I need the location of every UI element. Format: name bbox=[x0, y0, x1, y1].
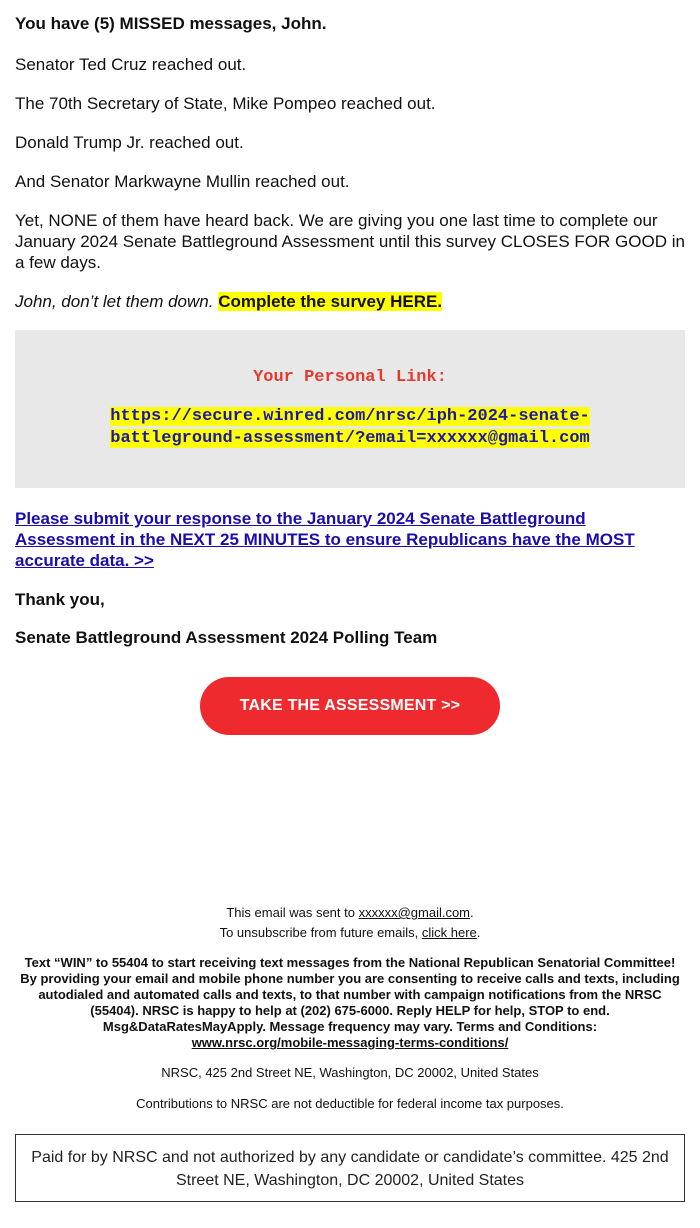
unsubscribe-link[interactable]: click here bbox=[421, 925, 477, 940]
sent-to-suffix: . bbox=[470, 905, 474, 920]
paragraph-mullin: And Senator Markwayne Mullin reached out. bbox=[15, 172, 350, 191]
personal-link-box bbox=[15, 330, 685, 488]
paid-for-disclaimer: Paid for by NRSC and not authorized by any candidate or candidate’s committee. 425 2nd Street NE, Washington, DC 20002, United States bbox=[15, 1134, 685, 1202]
unsubscribe-suffix: . bbox=[476, 925, 481, 940]
urge-text: John, don’t let them down. bbox=[15, 292, 214, 311]
sent-to-line bbox=[15, 903, 685, 923]
paragraph-none-heard-back: Yet, NONE of them have heard back. We are giving you one last time to complete our January 2024 Senate Battleground Assessment until this survey CLOSES FOR GOOD in a few days. bbox=[15, 211, 685, 272]
take-assessment-button[interactable]: TAKE THE ASSESSMENT >> bbox=[200, 677, 500, 735]
paragraph-trump-jr: Donald Trump Jr. reached out. bbox=[15, 133, 244, 152]
unsubscribe-line bbox=[15, 923, 685, 943]
personal-link-label: Your Personal Link: bbox=[253, 368, 447, 387]
footer-sent-to bbox=[15, 903, 685, 943]
thanks-text: Thank you, bbox=[15, 590, 105, 609]
submit-response-link[interactable]: Please submit your response to the January 2024 Senate Battleground Assessment in the NEXT 25 MINUTES to ensure Republicans have the MOST accurate data. >> bbox=[15, 509, 635, 570]
unsubscribe-prefix: To unsubscribe from future emails, bbox=[219, 925, 422, 940]
personal-link-url-wrapper bbox=[85, 406, 615, 450]
sent-to-prefix: This email was sent to bbox=[226, 905, 359, 920]
personal-link-url[interactable]: https://secure.winred.com/nrsc/iph-2024-senate-battleground-assessment/?email=xxxxxx@gmail.com bbox=[110, 407, 590, 448]
sms-disclaimer bbox=[20, 955, 680, 1051]
complete-survey-link[interactable]: Complete the survey HERE. bbox=[218, 292, 443, 311]
paragraph-urge bbox=[15, 291, 685, 312]
terms-conditions-link[interactable]: www.nrsc.org/mobile-messaging-terms-conditions/ bbox=[191, 1035, 509, 1050]
footer-address: NRSC, 425 2nd Street NE, Washington, DC 20002, United States bbox=[161, 1065, 539, 1080]
sms-disclaimer-text: Text “WIN” to 55404 to start receiving text messages from the National Republican Senatorial Committee! By providing your email and mobile phone number you are consenting to receive calls and texts, including autodialed and automated calls and texts, to that number with campaign notifications from the NRSC (55404). NRSC is happy to help at (202) 675-6000. Reply HELP for help, STOP to end. Msg&DataRatesMayApply. Message frequency may vary. Terms and Conditions: bbox=[20, 955, 680, 1034]
paragraph-cruz: Senator Ted Cruz reached out. bbox=[15, 55, 247, 74]
paragraph-pompeo: The 70th Secretary of State, Mike Pompeo reached out. bbox=[15, 94, 436, 113]
tax-note: Contributions to NRSC are not deductible for federal income tax purposes. bbox=[136, 1096, 564, 1111]
email-heading: You have (5) MISSED messages, John. bbox=[15, 14, 327, 33]
recipient-email-link[interactable]: xxxxxx@gmail.com bbox=[358, 905, 471, 920]
team-signature: Senate Battleground Assessment 2024 Polling Team bbox=[15, 628, 438, 647]
